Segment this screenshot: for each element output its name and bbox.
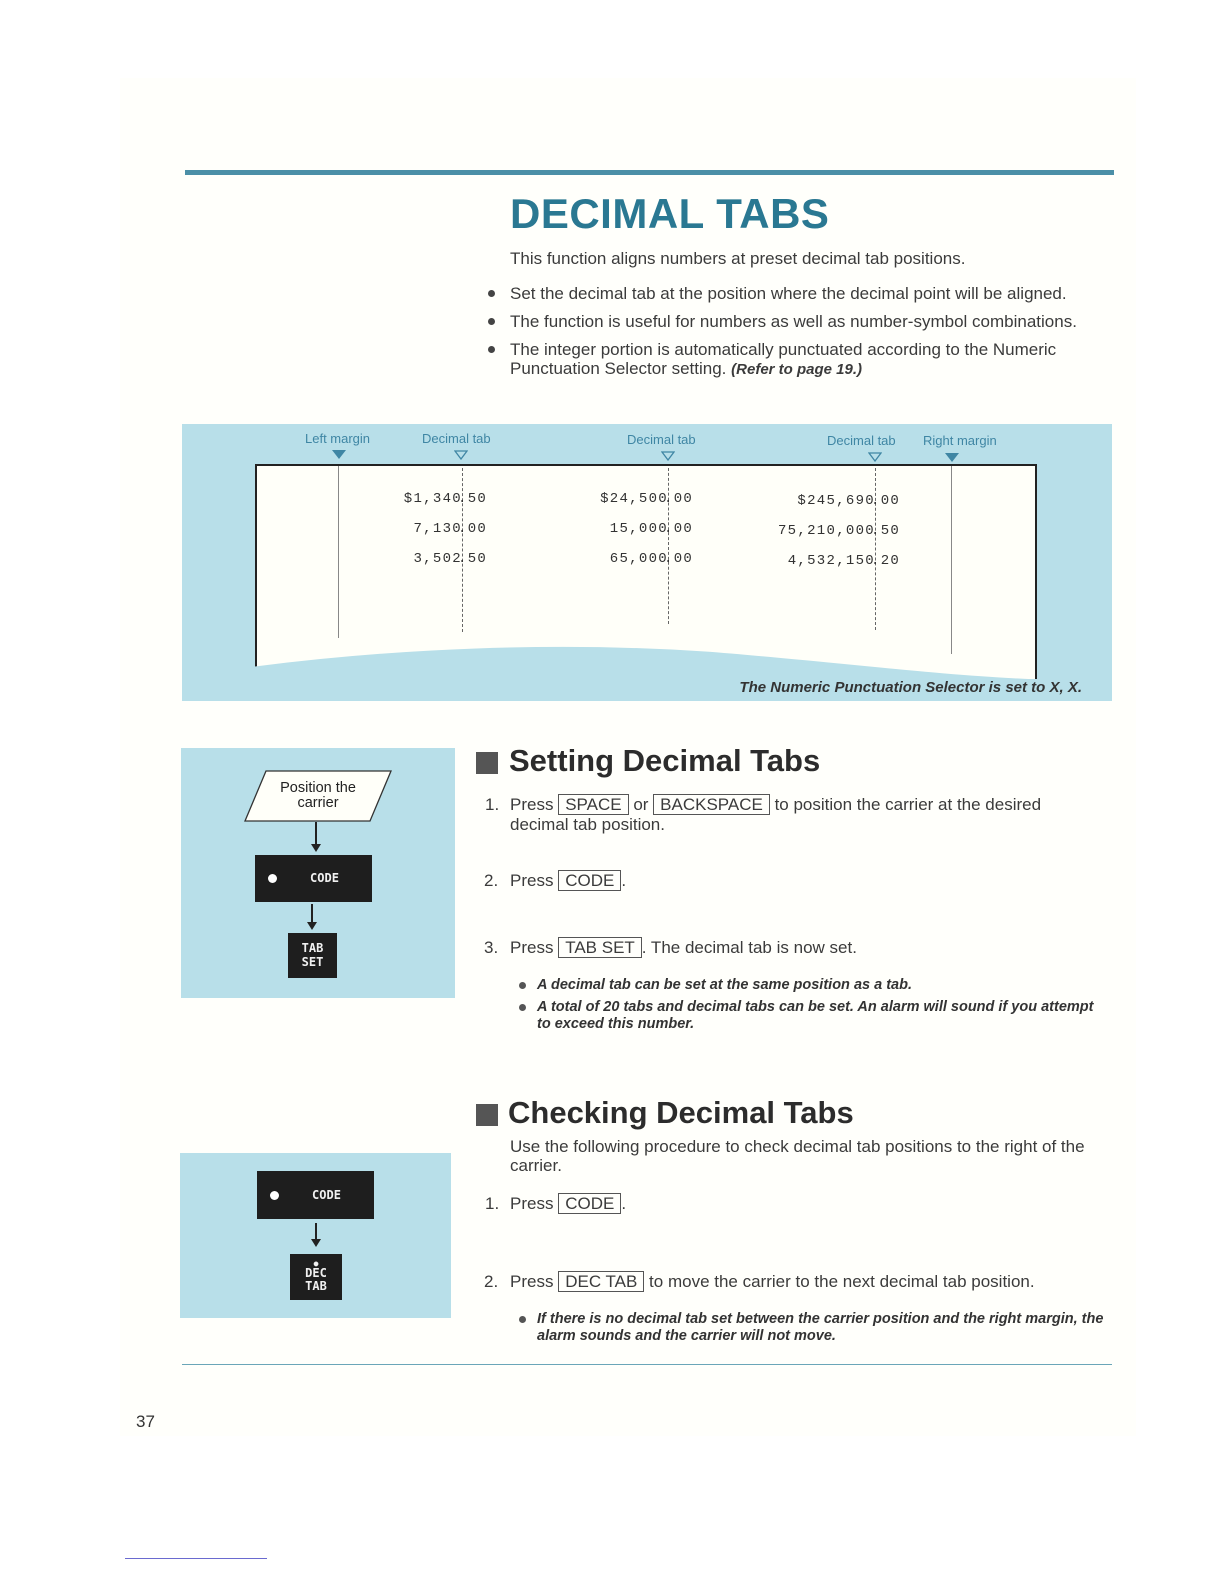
number-integer: 3,502 — [413, 551, 462, 567]
right-margin-marker-icon — [945, 453, 959, 462]
arrow-down-icon — [315, 822, 317, 846]
dot-icon: ● — [313, 1259, 319, 1268]
left-margin-marker-icon — [332, 450, 346, 459]
code-key: CODE — [558, 870, 621, 891]
right-margin-label: Right margin — [923, 433, 997, 448]
dec-tab-key-icon: ● DEC TAB — [290, 1254, 342, 1300]
step-number: 2. — [484, 871, 499, 890]
checking-flowchart — [180, 1153, 451, 1318]
checking-step-1: Press CODE . — [510, 1194, 627, 1213]
section-square-icon — [476, 1104, 498, 1126]
decimal-tab-diagram — [182, 424, 1112, 701]
bullet-dot-icon — [268, 874, 277, 883]
decimal-tab-marker-icon — [661, 451, 675, 461]
number-decimal: .00 — [871, 493, 901, 509]
decimal-tab-label-3: Decimal tab — [827, 433, 896, 448]
tab-set-key: TAB SET — [558, 937, 642, 958]
number-integer: 65,000 — [609, 551, 668, 567]
checking-section-title: Checking Decimal Tabs — [508, 1095, 854, 1130]
number-integer: $245,690 — [797, 493, 875, 509]
decimal-tab-label-2: Decimal tab — [627, 432, 696, 447]
setting-note: A total of 20 tabs and decimal tabs can be set. An alarm will sound if you attempt to exceed this number. — [513, 999, 1097, 1033]
number-integer: 4,532,150 — [787, 553, 875, 569]
paper-torn-edge — [255, 634, 1040, 684]
position-carrier-label: Position the carrier — [280, 780, 356, 811]
setting-section-title: Setting Decimal Tabs — [509, 743, 821, 778]
setting-step-3: Press TAB SET . The decimal tab is now set. — [510, 938, 857, 957]
section-square-icon — [476, 752, 498, 774]
setting-note: A decimal tab can be set at the same position as a tab. — [513, 977, 1097, 994]
step-number: 3. — [484, 938, 499, 957]
page-title: DECIMAL TABS — [510, 190, 830, 237]
decimal-tab-label-1: Decimal tab — [422, 431, 491, 446]
number-decimal: .50 — [458, 551, 488, 567]
left-margin-line — [338, 466, 339, 638]
number-integer: 75,210,000 — [777, 523, 875, 539]
page-reference: (Refer to page 19.) — [731, 361, 863, 378]
arrow-down-icon — [311, 904, 313, 924]
bullet-item: Set the decimal tab at the position where the decimal point will be aligned. — [485, 284, 1085, 303]
checking-note: If there is no decimal tab set between the carrier position and the right margin, the alarm sounds and the carrier will not move. — [513, 1311, 1112, 1345]
number-decimal: .20 — [871, 553, 901, 569]
number-decimal: .50 — [458, 491, 488, 507]
page-number: 37 — [136, 1412, 155, 1431]
decimal-tab-marker-icon — [454, 450, 468, 460]
checking-intro: Use the following procedure to check decimal tab positions to the right of the carrier. — [510, 1137, 1085, 1175]
number-integer: $24,500 — [600, 491, 668, 507]
decimal-tab-marker-icon — [868, 452, 882, 462]
diagram-caption: The Numeric Punctuation Selector is set to X, X. — [739, 679, 1082, 696]
number-integer: 7,130 — [413, 521, 462, 537]
bullet-item: The function is useful for numbers as well as number-symbol combinations. — [485, 312, 1085, 331]
feature-bullets — [485, 284, 1085, 388]
step-number: 1. — [485, 1194, 500, 1213]
checking-step-2: Press DEC TAB to move the carrier to the next decimal tab position. — [510, 1272, 1035, 1291]
space-key: SPACE — [558, 794, 628, 815]
top-rule — [185, 170, 1114, 175]
number-decimal: .00 — [664, 551, 694, 567]
bullet-item: The integer portion is automatically punctuated according to the Numeric Punctuation Selector setting. (Refer to page 19.) — [485, 340, 1085, 379]
number-decimal: .00 — [664, 521, 694, 537]
arrow-down-icon — [315, 1223, 317, 1241]
number-decimal: .50 — [871, 523, 901, 539]
setting-step-1: Press SPACE or BACKSPACE to position the carrier at the desired decimal tab position. — [510, 795, 1042, 834]
setting-flowchart — [181, 748, 455, 998]
number-integer: $1,340 — [403, 491, 462, 507]
step-number: 1. — [485, 795, 500, 814]
step-number: 2. — [484, 1272, 499, 1291]
number-decimal: .00 — [664, 491, 694, 507]
code-key-icon: CODE — [257, 1171, 374, 1219]
footer-link-line — [125, 1558, 267, 1559]
tab-set-key-icon: TAB SET — [288, 933, 337, 978]
code-key-icon: CODE — [255, 855, 372, 902]
left-margin-label: Left margin — [305, 431, 371, 446]
intro-text: This function aligns numbers at preset decimal tab positions. — [510, 249, 966, 268]
dec-tab-key: DEC TAB — [558, 1271, 644, 1292]
bullet-dot-icon — [270, 1191, 279, 1200]
number-integer: 15,000 — [609, 521, 668, 537]
backspace-key: BACKSPACE — [653, 794, 770, 815]
number-decimal: .00 — [458, 521, 488, 537]
right-margin-line — [951, 466, 952, 654]
setting-step-2: Press CODE . — [510, 871, 627, 890]
code-key: CODE — [558, 1193, 621, 1214]
bottom-rule — [182, 1364, 1112, 1365]
